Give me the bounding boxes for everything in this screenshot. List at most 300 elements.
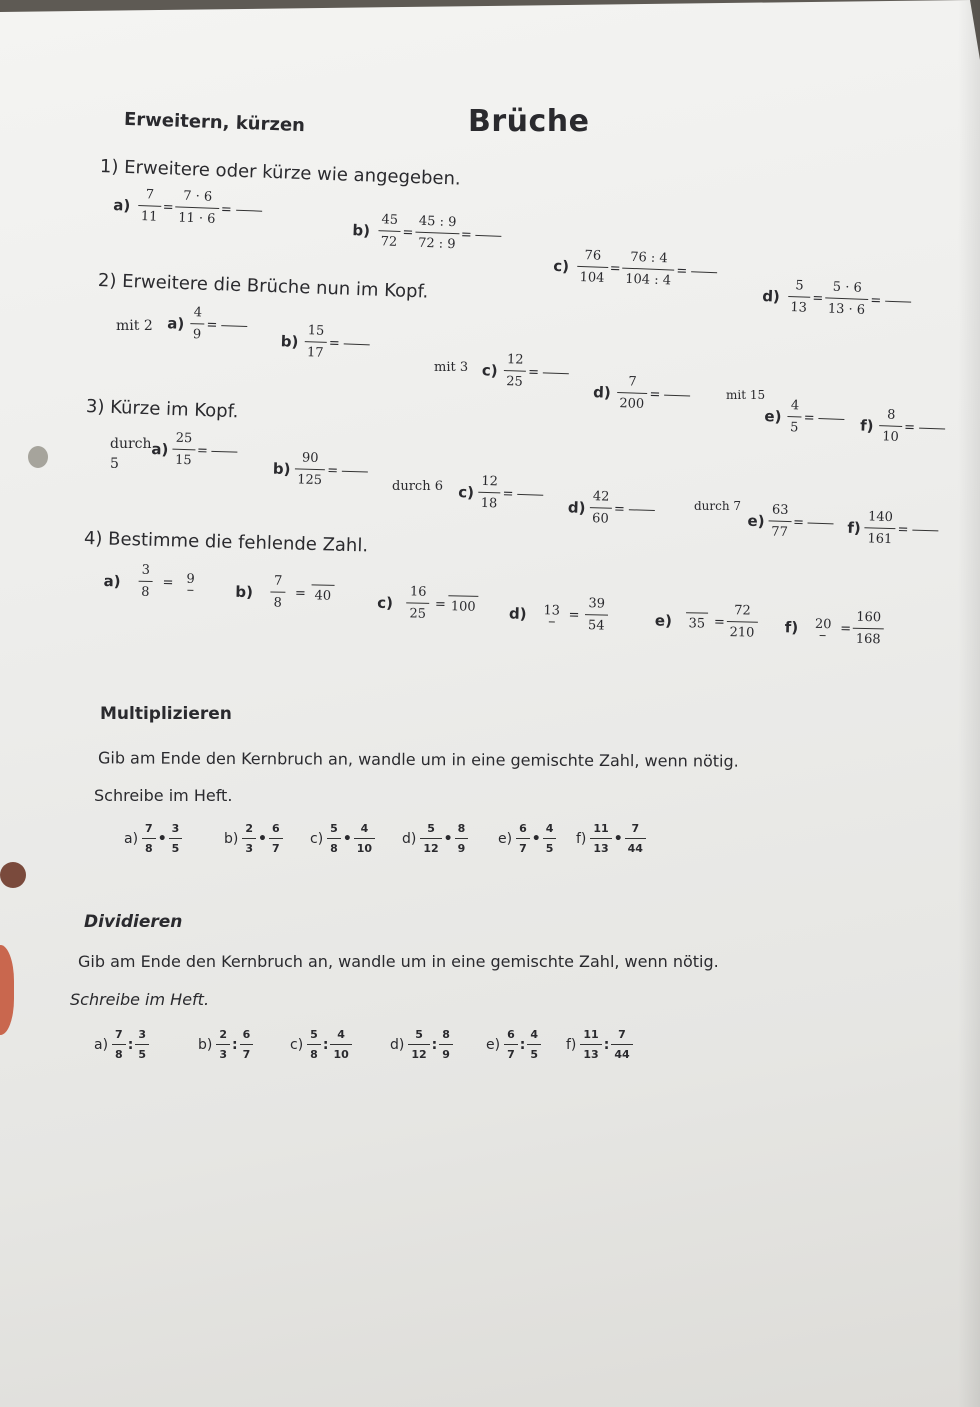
task2-fraction-denominator: 200 <box>616 392 648 413</box>
task3-item-label: a) <box>151 440 169 459</box>
mult-fraction-2-denominator: 5 <box>543 838 557 856</box>
mult-item <box>310 822 375 856</box>
task3-fraction-denominator: 77 <box>768 521 791 542</box>
equals-sign: = <box>812 290 824 307</box>
mult-fraction-1 <box>420 822 441 856</box>
task2-item-label: a) <box>167 314 185 334</box>
mult-fraction-1-numerator: 11 <box>593 822 609 835</box>
equals-sign: = <box>713 614 725 630</box>
mult-operator: • <box>157 830 167 847</box>
task2-fraction <box>503 352 527 391</box>
task1-heading: 1) Erweitere oder kürze wie angegeben. <box>99 156 461 190</box>
mult-operator: • <box>443 830 453 847</box>
div-operator: : <box>322 1036 329 1053</box>
task4-right-fraction-denominator <box>187 590 193 594</box>
task3-item-label: f) <box>847 518 862 538</box>
mult-item-label: b) <box>224 830 239 847</box>
equals-sign: = <box>206 317 218 333</box>
task4-left-fraction-denominator: 35 <box>685 612 708 633</box>
task1-fraction-denominator: 11 <box>137 205 160 226</box>
div-fraction-2 <box>135 1028 149 1062</box>
answer-blank[interactable] <box>344 343 370 345</box>
task2-fraction-numerator: 8 <box>886 407 896 423</box>
task4-item-label: d) <box>508 604 527 624</box>
task4-right-fraction-denominator: 168 <box>853 628 884 649</box>
task3-item <box>847 509 939 550</box>
mult-operator: • <box>613 830 623 847</box>
div-fraction-1-numerator: 5 <box>310 1028 318 1041</box>
task3-fraction-denominator: 125 <box>294 469 325 490</box>
equals-sign: = <box>460 227 473 243</box>
div-fraction-1 <box>216 1028 230 1062</box>
task3-fraction <box>864 509 896 548</box>
answer-blank[interactable] <box>919 427 945 429</box>
mult-item-label: a) <box>124 830 139 847</box>
mult-fraction-1 <box>516 822 530 856</box>
mult-heading: Multiplizieren <box>100 704 232 724</box>
task3-fraction <box>589 489 613 528</box>
task1-expanded-fraction-numerator: 76 : 4 <box>629 249 668 267</box>
equals-sign: = <box>527 364 540 381</box>
task4-left-fraction <box>808 617 838 640</box>
mult-fraction-2-numerator: 6 <box>271 822 280 835</box>
div-operator: : <box>127 1036 134 1053</box>
task3-item-label: d) <box>567 498 586 518</box>
div-fraction-1 <box>580 1028 601 1062</box>
div-fraction-1 <box>307 1028 321 1062</box>
task4-right-fraction-numerator: 39 <box>588 596 606 612</box>
task1-item <box>352 211 503 255</box>
div-fraction-2-denominator: 5 <box>527 1044 541 1062</box>
task4-heading: 4) Bestimme die fehlende Zahl. <box>83 528 369 557</box>
equals-sign: = <box>613 501 626 517</box>
task1-item-label: d) <box>761 287 781 306</box>
task4-right-fraction <box>175 572 205 595</box>
div-fraction-1-denominator: 13 <box>580 1044 601 1062</box>
task2-item-label: c) <box>481 361 498 381</box>
div-fraction-2-numerator: 6 <box>242 1028 251 1041</box>
div-fraction-2-numerator: 3 <box>138 1028 146 1041</box>
task2-fraction-denominator: 9 <box>190 323 205 344</box>
equals-sign: = <box>220 201 233 218</box>
task3-item-label: e) <box>747 512 765 531</box>
div-item-label: f) <box>566 1036 577 1053</box>
task4-right-fraction-denominator: 210 <box>726 621 757 642</box>
mult-text1: Gib am Ende den Kernbruch an, wandle um in eine gemischte Zahl, wenn nötig. <box>97 748 739 771</box>
task3-fraction-numerator: 25 <box>175 430 193 447</box>
div-fraction-1-numerator: 11 <box>583 1028 599 1041</box>
equals-sign: = <box>676 263 688 279</box>
mult-fraction-1-numerator: 6 <box>519 822 527 835</box>
answer-blank[interactable] <box>212 451 238 453</box>
div-item <box>390 1028 453 1062</box>
task1-fraction <box>377 212 401 251</box>
div-fraction-2 <box>527 1028 541 1062</box>
div-fraction-2-numerator: 4 <box>530 1028 538 1041</box>
task3-item-label: c) <box>458 483 475 502</box>
paper-edge-shadow <box>958 0 980 1407</box>
mult-item-label: d) <box>402 830 417 847</box>
div-fraction-2-denominator: 44 <box>611 1044 632 1062</box>
div-fraction-2-numerator: 4 <box>337 1028 345 1041</box>
equals-sign: = <box>870 292 882 309</box>
task4-item <box>654 602 758 643</box>
div-fraction-1 <box>408 1028 429 1062</box>
mult-item <box>124 822 182 856</box>
mult-fraction-1 <box>242 822 256 856</box>
div-item <box>94 1028 149 1062</box>
task3-fraction <box>294 450 326 489</box>
equals-sign: = <box>162 574 174 591</box>
div-fraction-2-denominator: 7 <box>240 1044 254 1062</box>
mult-item-label: e) <box>498 830 513 847</box>
mult-fraction-1 <box>590 822 611 856</box>
task1-fraction-numerator: 76 <box>584 248 602 264</box>
task1-item <box>113 186 263 230</box>
mult-fraction-2-denominator: 10 <box>354 838 375 856</box>
mult-fraction-1-denominator: 8 <box>142 838 156 856</box>
mult-fraction-1-denominator: 13 <box>590 838 611 856</box>
mult-fraction-2-denominator: 7 <box>269 838 283 856</box>
equals-sign: = <box>162 199 174 216</box>
task2-item <box>481 351 569 393</box>
answer-blank[interactable] <box>912 529 938 531</box>
task4-right-fraction-numerator: 9 <box>186 571 195 588</box>
punch-hole-top <box>28 446 48 468</box>
equals-sign: = <box>803 410 815 426</box>
task1-expanded-fraction-numerator: 5 · 6 <box>832 279 863 296</box>
equals-sign: = <box>609 260 621 277</box>
task3-fraction-denominator: 161 <box>864 527 895 548</box>
mult-fraction-2-numerator: 4 <box>360 822 369 835</box>
task4-left-fraction-denominator: 8 <box>270 592 285 613</box>
mult-item <box>498 822 556 856</box>
task3-fraction-numerator: 90 <box>301 450 319 467</box>
div-operator: : <box>603 1036 610 1053</box>
mult-operator: • <box>531 830 541 847</box>
div-fraction-1 <box>504 1028 518 1062</box>
task3-fraction <box>172 431 196 470</box>
equals-sign: = <box>903 419 916 436</box>
answer-blank[interactable] <box>819 418 845 420</box>
answer-blank[interactable] <box>543 372 569 374</box>
task1-fraction-numerator: 5 <box>795 278 804 294</box>
equals-sign: = <box>196 443 209 459</box>
task1-expanded-fraction <box>415 214 460 254</box>
div-fraction-2 <box>439 1028 453 1062</box>
task2-fraction <box>787 398 803 437</box>
task4-item-label: b) <box>235 583 254 602</box>
task2-fraction-numerator: 4 <box>193 305 203 321</box>
mult-fraction-1-denominator: 8 <box>327 838 341 856</box>
div-item <box>290 1028 352 1062</box>
mult-row <box>124 822 724 862</box>
equals-sign: = <box>839 621 852 637</box>
div-item <box>198 1028 253 1062</box>
task3-fraction-denominator: 60 <box>589 507 612 528</box>
div-fraction-1 <box>112 1028 126 1062</box>
task4-right-fraction <box>581 596 612 635</box>
task2-group-mit3: mit 3 <box>434 360 469 375</box>
task2-group-mit15: mit 15 <box>726 388 766 402</box>
task3-item <box>458 473 544 514</box>
task3-fraction-denominator: 18 <box>477 492 500 513</box>
div-fraction-1-denominator: 8 <box>307 1044 321 1062</box>
mult-fraction-2 <box>543 822 557 856</box>
task4-item <box>103 562 206 603</box>
div-fraction-1-numerator: 7 <box>115 1028 123 1041</box>
task1-expanded-fraction-denominator: 11 · 6 <box>175 207 219 229</box>
task1-fraction-denominator: 104 <box>576 266 608 287</box>
task1-fraction <box>137 187 161 226</box>
task1-item-label: c) <box>552 257 570 276</box>
task1-item <box>762 277 913 321</box>
task4-left-fraction-numerator: 7 <box>273 573 283 589</box>
task1-expanded-fraction-numerator: 45 : 9 <box>418 213 457 231</box>
task1-expanded-fraction <box>622 250 675 290</box>
div-operator: : <box>431 1036 438 1053</box>
mult-fraction-1-denominator: 7 <box>516 838 530 856</box>
equals-sign: = <box>649 386 661 403</box>
div-fraction-2 <box>611 1028 632 1062</box>
task4-item-label: a) <box>103 572 121 591</box>
mult-fraction-2 <box>354 822 375 856</box>
mult-fraction-1-numerator: 5 <box>330 822 338 835</box>
div-item-label: e) <box>486 1036 501 1053</box>
answer-blank[interactable] <box>691 271 717 273</box>
mult-fraction-1-denominator: 12 <box>420 838 441 856</box>
mult-operator: • <box>258 830 267 847</box>
task3-item <box>567 488 655 529</box>
div-text1: Gib am Ende den Kernbruch an, wandle um in eine gemischte Zahl, wenn nötig. <box>78 952 719 971</box>
task4-right-fraction-numerator: 72 <box>734 603 751 619</box>
mult-fraction-1-numerator: 7 <box>145 822 153 835</box>
mult-fraction-1 <box>327 822 341 856</box>
div-fraction-1-numerator: 5 <box>415 1028 423 1041</box>
task1-expanded-fraction <box>825 279 870 319</box>
task3-fraction <box>477 474 501 513</box>
task2-item-label: d) <box>592 383 612 403</box>
equals-sign: = <box>327 463 339 479</box>
div-fraction-1-denominator: 3 <box>216 1044 230 1062</box>
mult-fraction-2-numerator: 8 <box>457 822 466 835</box>
task3-item <box>747 502 835 543</box>
div-fraction-2-denominator: 9 <box>439 1044 453 1062</box>
task3-group-durch6: durch 6 <box>392 479 443 494</box>
page-title: Brüche <box>468 104 590 139</box>
div-fraction-2-denominator: 10 <box>330 1044 351 1062</box>
answer-blank[interactable] <box>517 494 543 496</box>
task1-fraction <box>787 278 811 317</box>
task2-fraction <box>190 305 206 344</box>
task4-left-fraction-numerator: 13 <box>543 603 561 619</box>
task1-item-label: a) <box>112 196 131 215</box>
task4-left-fraction <box>682 610 712 633</box>
task4-item <box>377 584 479 625</box>
task4-left-fraction-numerator: 3 <box>141 562 151 578</box>
task2-heading: 2) Erweitere die Brüche nun im Kopf. <box>97 270 429 303</box>
task1-item-label: b) <box>352 221 371 241</box>
div-fraction-1-numerator: 6 <box>507 1028 515 1041</box>
task2-fraction-numerator: 7 <box>628 374 637 390</box>
task1-fraction-numerator: 45 <box>381 212 399 228</box>
div-fraction-2-numerator: 7 <box>618 1028 626 1041</box>
mult-fraction-1-numerator: 5 <box>427 822 435 835</box>
mult-fraction-2-numerator: 4 <box>545 822 554 835</box>
task2-fraction <box>304 323 328 362</box>
task4-left-fraction <box>403 584 434 623</box>
mult-item-label: f) <box>576 830 587 847</box>
div-fraction-2-numerator: 8 <box>442 1028 450 1041</box>
task4-left-fraction <box>263 573 294 612</box>
task4-left-fraction-numerator: 20 <box>814 617 832 633</box>
answer-blank[interactable] <box>236 209 262 211</box>
task4-right-fraction-denominator: 40 <box>311 584 334 605</box>
task2-fraction <box>879 407 903 446</box>
task3-fraction <box>768 502 792 541</box>
task2-item <box>167 304 248 345</box>
task1-fraction <box>576 248 608 288</box>
task4-right-fraction <box>448 593 479 616</box>
mult-item-label: c) <box>310 830 324 847</box>
div-fraction-1-numerator: 2 <box>219 1028 228 1041</box>
mult-fraction-2 <box>169 822 183 856</box>
answer-blank[interactable] <box>629 509 655 511</box>
mult-item <box>576 822 646 856</box>
task4-right-fraction <box>853 610 885 649</box>
div-item-label: a) <box>94 1036 109 1053</box>
div-text2: Schreibe im Heft. <box>70 990 210 1009</box>
answer-blank[interactable] <box>476 235 502 237</box>
task3-fraction-numerator: 42 <box>592 489 610 505</box>
mult-fraction-1-denominator: 3 <box>242 838 256 856</box>
task4-right-fraction <box>726 603 758 642</box>
div-item <box>486 1028 541 1062</box>
task4-left-fraction <box>130 563 161 602</box>
mult-fraction-2 <box>269 822 283 856</box>
task2-fraction <box>616 374 648 414</box>
task3-group-durch: durch <box>110 436 152 452</box>
answer-blank[interactable] <box>342 470 368 472</box>
section-subtitle: Erweitern, kürzen <box>123 108 306 137</box>
task3-fraction-numerator: 12 <box>481 473 499 490</box>
task4-item <box>509 594 612 635</box>
task2-item <box>764 397 846 438</box>
task4-item-label: c) <box>377 593 394 613</box>
div-row <box>94 1028 714 1068</box>
task1-fraction-denominator: 72 <box>377 230 400 251</box>
task4-item-label: f) <box>784 618 799 637</box>
mult-operator: • <box>342 830 352 847</box>
answer-blank[interactable] <box>664 394 690 396</box>
equals-sign: = <box>792 514 805 531</box>
task4-item-label: e) <box>654 611 673 631</box>
task2-fraction-numerator: 4 <box>790 398 800 414</box>
task3-item <box>151 430 239 471</box>
task2-item <box>593 373 692 415</box>
answer-blank[interactable] <box>808 522 834 524</box>
task2-fraction-numerator: 15 <box>307 323 325 339</box>
task3-group-5: 5 <box>110 456 119 472</box>
div-fraction-2 <box>240 1028 254 1062</box>
div-fraction-2 <box>330 1028 351 1062</box>
task3-item <box>272 450 368 491</box>
task2-item <box>860 407 946 448</box>
task1-expanded-fraction-numerator: 7 · 6 <box>182 188 213 205</box>
task2-item <box>280 322 370 364</box>
task3-fraction-numerator: 140 <box>867 509 894 526</box>
mult-item <box>402 822 468 856</box>
task2-fraction-denominator: 25 <box>503 370 526 391</box>
task3-item-label: b) <box>272 459 291 479</box>
equals-sign: = <box>434 596 446 612</box>
mult-item <box>224 822 283 856</box>
answer-blank[interactable] <box>221 325 247 327</box>
mult-fraction-1 <box>142 822 156 856</box>
div-operator: : <box>519 1036 526 1053</box>
task1-fraction-denominator: 13 <box>787 296 810 317</box>
task1-expanded-fraction-denominator: 13 · 6 <box>825 298 869 320</box>
task2-item-label: f) <box>859 416 874 436</box>
task4-item <box>235 573 338 614</box>
div-fraction-1-denominator: 7 <box>504 1044 518 1062</box>
task4-left-fraction-denominator <box>820 635 826 639</box>
task4-right-fraction <box>308 582 338 605</box>
task2-fraction-numerator: 12 <box>506 352 524 368</box>
mult-fraction-2-denominator: 44 <box>625 838 646 856</box>
task3-heading: 3) Kürze im Kopf. <box>85 396 239 423</box>
task2-fraction-denominator: 5 <box>787 416 802 437</box>
equals-sign: = <box>294 585 307 601</box>
div-operator: : <box>232 1036 238 1053</box>
equals-sign: = <box>568 607 580 623</box>
task3-fraction-numerator: 63 <box>771 502 789 518</box>
div-fraction-1-denominator: 8 <box>112 1044 126 1062</box>
mult-fraction-2-denominator: 9 <box>455 838 469 856</box>
mult-fraction-2 <box>625 822 646 856</box>
punch-hole-bottom <box>0 862 26 888</box>
equals-sign: = <box>328 335 341 352</box>
task4-right-fraction-denominator: 54 <box>585 614 608 635</box>
div-fraction-2-denominator: 5 <box>135 1044 149 1062</box>
task2-group-mit2: mit 2 <box>116 318 153 334</box>
task4-right-fraction-numerator: 160 <box>856 609 882 626</box>
task3-group-durch7: durch 7 <box>694 499 742 513</box>
task2-fraction-denominator: 17 <box>304 341 327 362</box>
div-item <box>566 1028 633 1062</box>
task4-left-fraction-denominator: 25 <box>406 603 429 624</box>
task4-left-fraction-numerator: 16 <box>409 584 427 600</box>
task2-item-label: e) <box>764 407 782 427</box>
mult-fraction-2 <box>455 822 469 856</box>
div-fraction-1-denominator: 12 <box>408 1044 429 1062</box>
div-item-label: b) <box>198 1036 213 1053</box>
mult-fraction-1-numerator: 2 <box>245 822 254 835</box>
task2-item-label: b) <box>280 332 299 352</box>
task4-left-fraction-denominator: 8 <box>138 581 153 602</box>
task3-fraction-denominator: 15 <box>172 449 195 470</box>
task1-fraction-numerator: 7 <box>145 187 155 203</box>
equals-sign: = <box>502 486 514 502</box>
div-item-label: d) <box>390 1036 405 1053</box>
task4-left-fraction-denominator <box>548 622 554 626</box>
task1-expanded-fraction <box>175 188 220 228</box>
div-item-label: c) <box>290 1036 304 1053</box>
task2-fraction-denominator: 10 <box>879 425 902 446</box>
answer-blank[interactable] <box>885 300 911 302</box>
task1-expanded-fraction-denominator: 104 : 4 <box>622 268 674 290</box>
mult-text2: Schreibe im Heft. <box>94 786 233 805</box>
